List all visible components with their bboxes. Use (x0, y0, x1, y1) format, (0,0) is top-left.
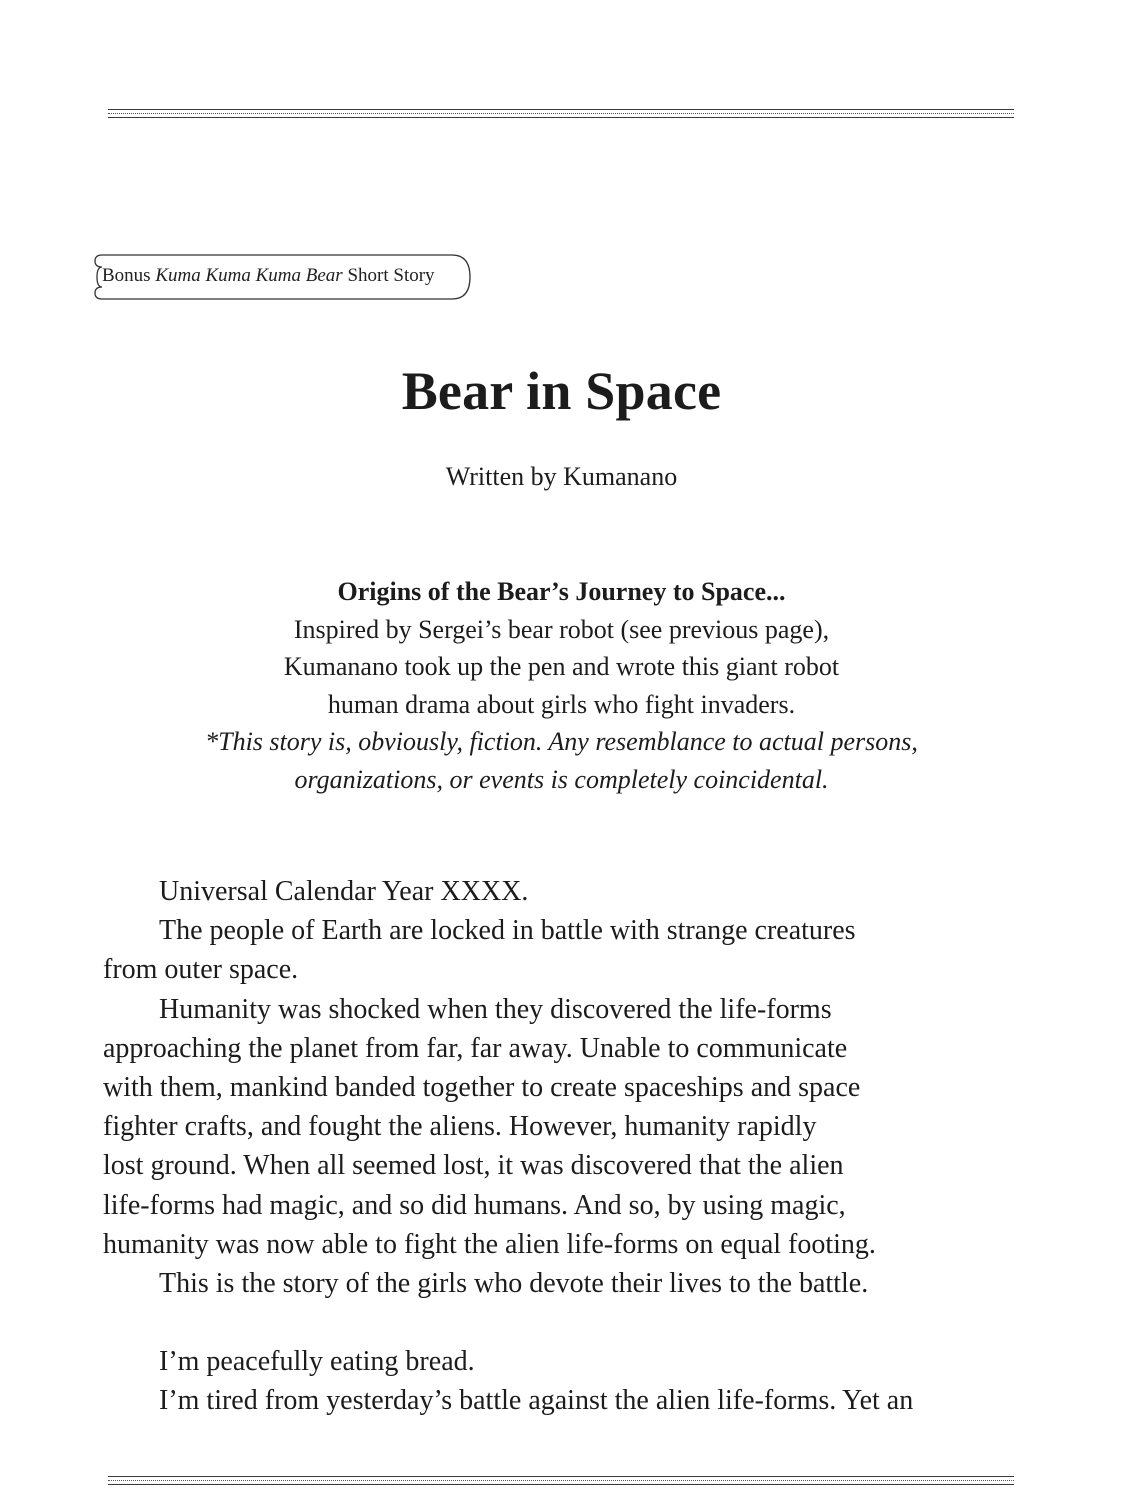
bottom-ornamental-rule (108, 1476, 1014, 1485)
paragraph: This is the story of the girls who devote their lives to the battle. (159, 1268, 869, 1300)
top-ornamental-rule (108, 109, 1014, 118)
page-title: Bear in Space (401, 361, 722, 421)
bonus-story-label (92, 252, 473, 302)
story-body (103, 872, 1013, 1421)
paragraph: I’m peacefully eating bread. (159, 1346, 475, 1378)
paragraph: The people of Earth are locked in battle with strange creatures from outer space. (103, 915, 856, 986)
paragraph: Universal Calendar Year XXXX. (159, 876, 529, 907)
intro-heading: Origins of the Bear’s Journey to Space... (337, 577, 786, 606)
paragraph: Humanity was shocked when they discovered the life-forms approaching the planet from far, far away. Unable to communicate with them, mankind banded together to create spaceships and space fighter crafts, and fought the aliens. However, humanity rapidly lost ground. When all seemed lost, it was discovered that the alien life-forms had magic, and so did humans. And so, by using magic, humanity was now able to fight the alien life-forms on equal footing. (103, 993, 876, 1260)
intro-note (0, 573, 1123, 798)
author-byline: Written by Kumanano (445, 462, 678, 491)
label-text: Bonus Kuma Kuma Kuma Bear Short Story (102, 265, 435, 286)
intro-line: Inspired by Sergei’s bear robot (see previous page), (293, 614, 830, 644)
intro-line: Kumanano took up the pen and wrote this giant robot (283, 652, 840, 681)
section-break (103, 1303, 1013, 1342)
paragraph: I’m tired from yesterday’s battle against the alien life-forms. Yet an (159, 1385, 914, 1417)
disclaimer-line: *This story is, obviously, fiction. Any resemblance to actual persons, (205, 727, 918, 756)
disclaimer-line: organizations, or events is completely coincidental. (294, 764, 829, 794)
intro-line: human drama about girls who fight invaders. (327, 689, 796, 719)
